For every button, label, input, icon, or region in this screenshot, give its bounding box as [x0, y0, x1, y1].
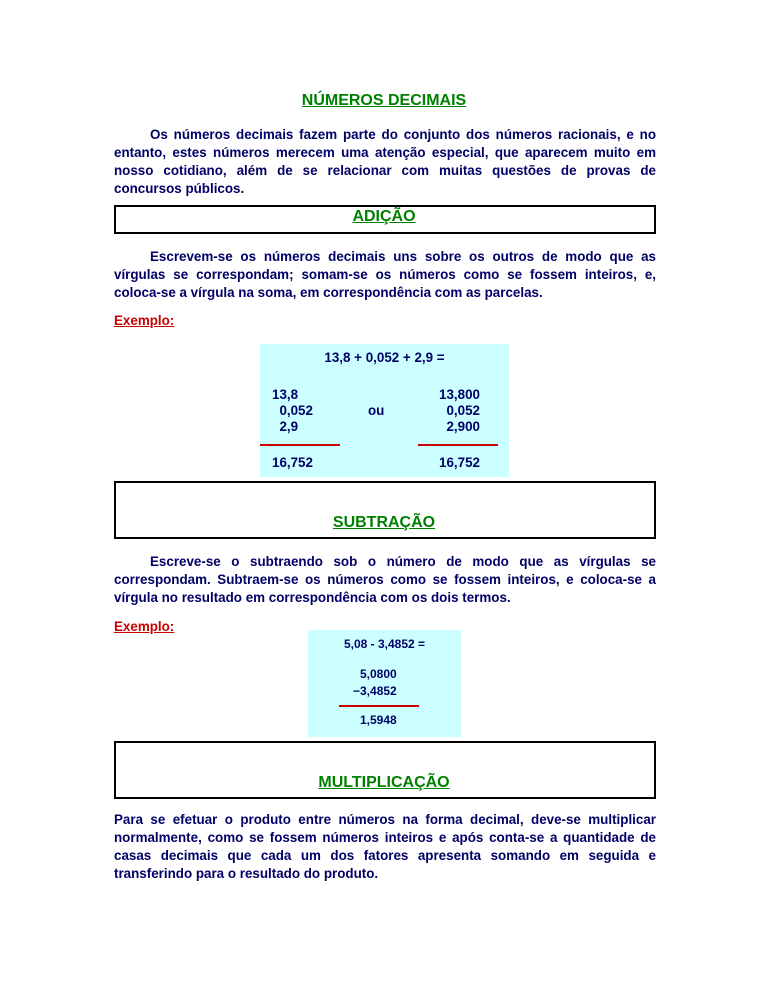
section-title-adicao: ADIÇÃO	[352, 208, 416, 225]
multiplicacao-paragraph: Para se efetuar o produto entre números na forma decimal, deve-se multiplicar normalmente, como se fossem números inteiros e após conta-se a quantidade de casas decimais que cada um dos fatores apresenta somando em seguida e transferindo para o resultado do produto.	[114, 812, 656, 881]
subtracao-paragraph: Escreve-se o subtraendo sob o número de modo que as vírgulas se correspondam. Subtraem-se os números como se fossem inteiros, e coloca-se a vírgula no resultado em correspondência com os dois termos.	[114, 554, 656, 605]
adicao-result-left: 16,752	[272, 455, 313, 470]
adicao-calc-box	[260, 344, 509, 477]
subtracao-minuend: 5,0800	[360, 667, 397, 681]
adicao-sum-line-right	[418, 444, 498, 446]
section-title-multiplicacao: MULTIPLICAÇÃO	[318, 774, 450, 791]
subtracao-expression: 5,08 - 3,4852 =	[343, 637, 426, 651]
adicao-sum-line-left	[260, 444, 340, 446]
intro-paragraph: Os números decimais fazem parte do conjunto dos números racionais, e no entanto, estes números merecem uma atenção especial, que aparecem muito em nosso cotidiano, além de se relacionar com muitas questões de provas de concursos públicos.	[114, 127, 656, 196]
subtracao-calc-box	[308, 630, 461, 737]
section-title-subtracao: SUBTRAÇÃO	[332, 514, 436, 531]
adicao-left-row-2: 0,052	[272, 403, 313, 418]
adicao-ou-label: ou	[368, 403, 385, 418]
adicao-result-right: 16,752	[439, 455, 480, 470]
subtracao-result: 1,5948	[360, 713, 397, 727]
subtracao-result-line	[339, 705, 419, 707]
adicao-right-row-1: 13,800	[439, 387, 480, 402]
subtracao-subtrahend: −3,4852	[353, 684, 397, 698]
adicao-left-row-1: 13,8	[272, 387, 299, 402]
adicao-paragraph: Escrevem-se os números decimais uns sobre os outros de modo que as vírgulas se correspondam; somam-se os números como se fossem inteiros, e, coloca-se a vírgula na soma, em correspondência com as parcelas.	[114, 249, 656, 300]
adicao-expression: 13,8 + 0,052 + 2,9 =	[324, 350, 445, 365]
subtracao-example-label: Exemplo:	[114, 619, 175, 634]
adicao-example-label: Exemplo:	[114, 313, 175, 328]
adicao-right-row-2: 0,052	[446, 403, 480, 418]
adicao-left-row-3: 2,9	[272, 419, 299, 434]
adicao-right-row-3: 2,900	[446, 419, 480, 434]
page-title: NÚMEROS DECIMAIS	[301, 92, 467, 109]
